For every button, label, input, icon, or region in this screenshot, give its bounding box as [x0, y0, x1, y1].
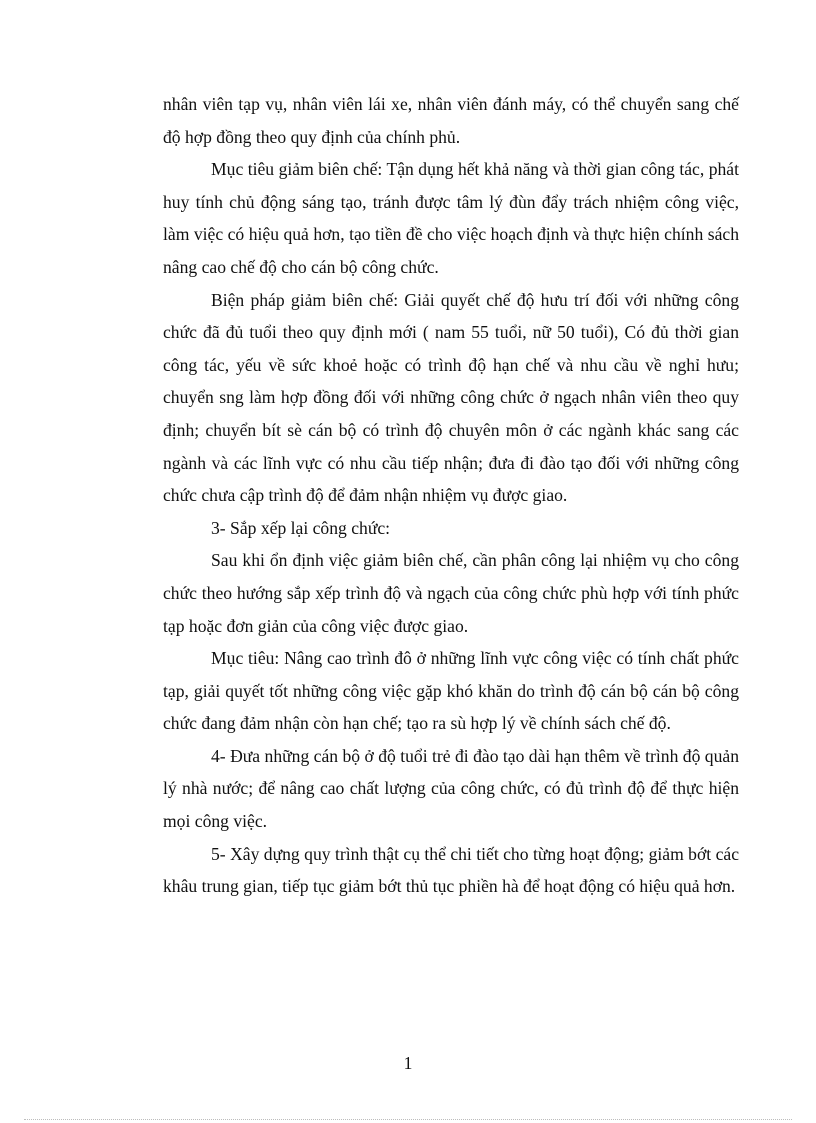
paragraph-continuation: nhân viên tạp vụ, nhân viên lái xe, nhân viên đánh máy, có thể chuyển sang chế độ hợp đồng theo quy định của chính phủ.: [163, 94, 739, 147]
page-bottom-divider: [24, 1119, 792, 1120]
paragraph-item-4: 4- Đưa những cán bộ ở độ tuổi trẻ đi đào tạo dài hạn thêm về trình độ quản lý nhà nước; để nâng cao chất lượng của công chức, có đủ trình độ để thực hiện mọi công việc.: [163, 745, 739, 832]
paragraph-item-5: 5- Xây dựng quy trình thật cụ thể chi tiết cho từng hoạt động; giảm bớt các khâu trung gian, tiếp tục giảm bớt thủ tục phiền hà để hoạt động có hiệu quả hơn.: [163, 843, 739, 897]
paragraph-bien-phap-giam-bien-che: Biện pháp giảm biên chế: Giải quyết chế độ hưu trí đối với những công chức đã đủ tuổi theo quy định mới ( nam 55 tuổi, nữ 50 tuổi), Có đủ thời gian công tác, yếu về sức khoẻ hoặc có trình độ hạn chế và nhu cầu về nghỉ hưu; chuyển sng làm hợp đồng đối với những công chức ở ngạch nhân viên theo quy định; chuyển bít sè cán bộ có trình độ chuyên môn ở các ngành khác sang các ngành và các lĩnh vực có nhu cầu tiếp nhận; đưa đi đào tạo đối với những công chức chưa cập trình độ để đảm nhận nhiệm vụ được giao.: [163, 289, 739, 506]
paragraph-muc-tieu-giam-bien-che: Mục tiêu giảm biên chế: Tận dụng hết khả năng và thời gian công tác, phát huy tính chủ động sáng tạo, tránh được tâm lý đùn đẩy trách nhiệm công việc, làm việc có hiệu quả hơn, tạo tiền đề cho việc hoạch định và thực hiện chính sách nâng cao chế độ cho cán bộ công chức.: [163, 159, 739, 277]
document-body: [163, 88, 739, 903]
page-number: 1: [403, 1053, 413, 1073]
section-heading-3: 3- Sắp xếp lại công chức:: [211, 517, 391, 538]
paragraph-sap-xep-cong-chuc: Sau khi ổn định việc giảm biên chế, cần phân công lại nhiệm vụ cho công chức theo hướng sắp xếp trình độ và ngạch của công chức phù hợp với tính phức tạp hoặc đơn giản của công việc được giao.: [163, 550, 739, 636]
paragraph-muc-tieu: Mục tiêu: Nâng cao trình đô ở những lĩnh vực công việc có tính chất phức tạp, giải quyết tốt những công việc gặp khó khăn do trình độ cán bộ cán bộ công chức đang đảm nhận còn hạn chế; tạo ra sù hợp lý về chính sách chế độ.: [163, 648, 739, 734]
